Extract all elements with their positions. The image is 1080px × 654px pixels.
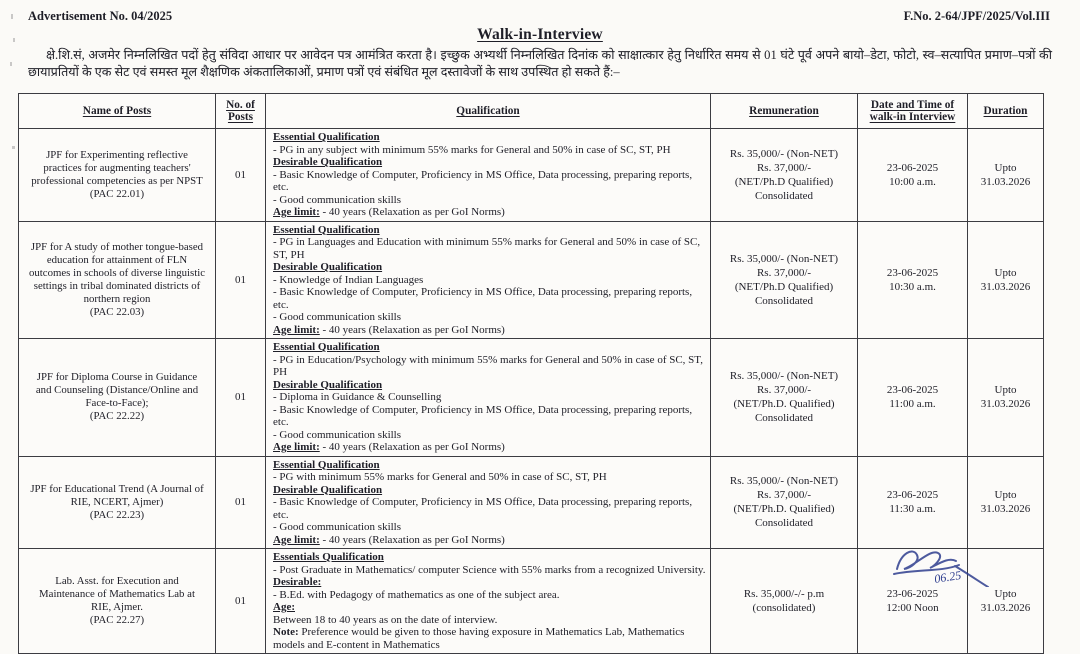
duration-line: 31.03.2026 (980, 602, 1031, 614)
file-number: F.No. 2-64/JPF/2025/Vol.III (903, 9, 1050, 23)
qualification-heading: Essential Qualification (273, 131, 380, 143)
qualification-line (273, 626, 706, 651)
walkin-datetime-line: 23-06-2025 (886, 161, 939, 174)
remuneration-line: Rs. 35,000/- (Non-NET) (729, 252, 839, 265)
qualification-cell (266, 339, 711, 457)
remuneration-line: Consolidated (754, 517, 814, 530)
qualification-lead-rest: - 40 years (Relaxation as per GoI Norms) (319, 323, 505, 336)
posts-count-cell: 01 (216, 129, 266, 222)
table-row (19, 221, 1044, 339)
qualification-line: - Knowledge of Indian Languages (273, 273, 424, 286)
walkin-datetime-line: 23-06-2025 (886, 384, 939, 397)
qualification-line: - Good communication skills (273, 428, 402, 441)
post-name: JPF for Experimenting reflective practices for augmenting teachers' professional competencies as per NPST (31, 148, 203, 187)
qualification-lead-rest: - 40 years (Relaxation as per GoI Norms) (319, 206, 505, 218)
qualification-lead: Age limit: (273, 441, 320, 453)
qualification-heading: Essential Qualification (273, 223, 380, 236)
duration-line: Upto (994, 266, 1017, 279)
qualification-line: - Basic Knowledge of Computer, Proficiency in MS Office, Data processing, preparing reports, etc. (273, 286, 693, 311)
page-title: Walk-in-Interview (477, 26, 603, 43)
remuneration-line: Rs. 37,000/- (756, 266, 812, 279)
remuneration-line: Consolidated (754, 294, 814, 307)
qualification-lead: Age limit: (273, 323, 320, 336)
qualification-cell (266, 129, 711, 222)
table-row (19, 339, 1044, 457)
remuneration-cell (711, 549, 858, 654)
qualification-lead: Age limit: (273, 206, 320, 218)
remuneration-line: (consolidated) (752, 602, 816, 614)
column-header: Duration (968, 94, 1044, 129)
duration-cell (968, 456, 1044, 549)
posts-count-cell: 01 (216, 549, 266, 654)
column-header: Name of Posts (19, 94, 216, 129)
duration-line: Upto (994, 161, 1017, 174)
walkin-datetime-line: 23-06-2025 (886, 588, 939, 600)
qualification-lead: Note: (273, 626, 299, 638)
post-pac-code: (PAC 22.27) (89, 614, 145, 626)
signature-date-text: 06.25 (933, 567, 963, 586)
qualification-cell (266, 549, 711, 654)
qualification-lead-rest: Preference would be given to those having exposure in Mathematics Lab, Mathematics models and E-content in Mathematics (273, 626, 685, 651)
scan-speck (10, 62, 12, 66)
duration-line: 31.03.2026 (980, 175, 1031, 188)
document-header (0, 0, 1080, 24)
remuneration-line: Rs. 35,000/- (Non-NET) (729, 147, 839, 160)
duration-line: 31.03.2026 (980, 280, 1031, 293)
qualification-line: - Basic Knowledge of Computer, Proficiency in MS Office, Data processing, preparing reports, etc. (273, 168, 693, 193)
qualification-line: - Basic Knowledge of Computer, Proficiency in MS Office, Data processing, preparing reports, etc. (273, 496, 693, 521)
remuneration-line: (NET/Ph.D Qualified) (734, 280, 834, 293)
signature-scribble (885, 542, 995, 587)
qualification-heading: Desirable Qualification (273, 378, 383, 391)
duration-cell (968, 339, 1044, 457)
qualification-line: - Post Graduate in Mathematics/ computer Science with 55% marks from a recognized University. (273, 563, 706, 576)
duration-line: 31.03.2026 (980, 398, 1031, 411)
post-pac-code: (PAC 22.01) (89, 187, 145, 200)
qualification-line: - Good communication skills (273, 521, 402, 533)
post-pac-code: (PAC 22.03) (89, 305, 145, 318)
post-pac-code: (PAC 22.23) (89, 508, 145, 521)
scan-speck (13, 38, 15, 42)
column-header: Date and Time of walk-in Interview (858, 94, 968, 129)
remuneration-line: Rs. 37,000/- (756, 161, 812, 174)
table-header-row (19, 94, 1044, 129)
qualification-heading: Desirable Qualification (273, 156, 383, 168)
post-name: JPF for A study of mother tongue-based education for attainment of FLN outcomes in schools of diverse linguistic settings in tribal dominated districts of northern region (28, 240, 206, 305)
posts-count-cell: 01 (216, 221, 266, 339)
qualification-heading: Age: (273, 601, 295, 613)
post-name-cell (19, 129, 216, 222)
advertisement-number: Advertisement No. 04/2025 (28, 9, 173, 23)
remuneration-line: Consolidated (754, 412, 814, 425)
posts-count-cell: 01 (216, 456, 266, 549)
qualification-lead: Age limit: (273, 533, 320, 546)
walkin-datetime-cell (858, 339, 968, 457)
post-pac-code: (PAC 22.22) (89, 410, 145, 423)
walkin-datetime-line: 12:00 Noon (886, 602, 939, 614)
post-name: JPF for Diploma Course in Guidance and Counseling (Distance/Online and Face-to-Face); (35, 371, 199, 410)
remuneration-line: (NET/Ph.D. Qualified) (733, 503, 835, 516)
remuneration-line: Rs. 35,000/- (Non-NET) (729, 370, 839, 383)
qualification-line (273, 324, 706, 337)
duration-line: 31.03.2026 (980, 503, 1031, 516)
remuneration-line: Rs. 37,000/- (756, 384, 812, 397)
remuneration-line: (NET/Ph.D. Qualified) (733, 398, 835, 411)
qualification-line: - Basic Knowledge of Computer, Proficiency in MS Office, Data processing, preparing reports, etc. (273, 403, 693, 428)
walkin-datetime-cell (858, 129, 968, 222)
qualification-line: - PG in Languages and Education with minimum 55% marks for General and 50% in case of SC, ST, PH (273, 236, 701, 261)
remuneration-cell (711, 129, 858, 222)
duration-line: Upto (994, 384, 1017, 397)
qualification-heading: Desirable: (273, 576, 322, 588)
scan-speck (12, 146, 15, 149)
qualification-line (273, 534, 706, 547)
post-name-cell (19, 456, 216, 549)
qualification-line: - PG in any subject with minimum 55% marks for General and 50% in case of SC, ST, PH (273, 143, 671, 156)
remuneration-cell (711, 456, 858, 549)
qualification-line: - B.Ed. with Pedagogy of mathematics as one of the subject area. (273, 588, 560, 601)
duration-line: Upto (994, 588, 1017, 600)
qualification-line: - PG in Education/Psychology with minimum 55% marks for General and 50% in case of SC, ST, PH (273, 353, 703, 378)
intro-paragraph-hindi: क्षे.शि.सं, अजमेर निम्नलिखित पदों हेतु संविदा आधार पर आवेदन पत्र आमंत्रित करता है। इच्छुक अभ्यर्थी निम्नलिखित दिनांक को साक्षात्कार हेतु निर्धारित समय से 01 घंटे पूर्व अपने बायो–डेटा, फोटो, स्व–सत्यापित प्रमाण–पत्रों की छायाप्रतियों के एक सेट एवं समस्त मूल शैक्षणिक अंकतालिकाओं, प्रमाण पत्रों एवं संबंधित मूल दस्तावेजों के साथ उपस्थित हो सकते हैं:– (28, 48, 1052, 79)
walkin-datetime-cell (858, 221, 968, 339)
scan-speck (11, 14, 13, 19)
remuneration-cell (711, 339, 858, 457)
qualification-line (273, 206, 706, 219)
column-header: No. of Posts (216, 94, 266, 129)
remuneration-line: Consolidated (754, 189, 814, 202)
qualification-cell (266, 456, 711, 549)
qualification-line: Between 18 to 40 years as on the date of interview. (273, 613, 498, 626)
walkin-datetime-line: 11:00 a.m. (889, 398, 936, 411)
walkin-datetime-line: 23-06-2025 (886, 489, 939, 502)
qualification-line: - Good communication skills (273, 193, 402, 206)
column-header: Remuneration (711, 94, 858, 129)
walkin-datetime-line: 10:30 a.m. (889, 280, 936, 293)
walkin-datetime-line: 23-06-2025 (886, 266, 939, 279)
posts-count-cell: 01 (216, 339, 266, 457)
qualification-lead-rest: - 40 years (Relaxation as per GoI Norms) (319, 533, 505, 546)
qualification-lead-rest: - 40 years (Relaxation as per GoI Norms) (319, 441, 505, 453)
post-name-cell (19, 549, 216, 654)
qualification-heading: Essential Qualification (273, 458, 380, 471)
qualification-heading: Essentials Qualification (273, 551, 384, 563)
remuneration-line: Rs. 35,000/- (Non-NET) (729, 475, 839, 488)
qualification-cell (266, 221, 711, 339)
walkin-datetime-line: 11:30 a.m. (889, 503, 936, 516)
qualification-heading: Desirable Qualification (273, 483, 383, 496)
qualification-line: - PG with minimum 55% marks for General and 50% in case of SC, ST, PH (273, 471, 607, 483)
qualification-heading: Desirable Qualification (273, 261, 383, 273)
qualification-heading: Essential Qualification (273, 341, 380, 353)
qualification-line (273, 441, 706, 454)
post-name: Lab. Asst. for Execution and Maintenance of Mathematics Lab at RIE, Ajmer. (39, 575, 195, 613)
qualification-line: - Good communication skills (273, 311, 402, 323)
post-name-cell (19, 221, 216, 339)
remuneration-line: (NET/Ph.D Qualified) (734, 175, 834, 188)
duration-line: Upto (994, 489, 1017, 502)
post-name-cell (19, 339, 216, 457)
table-row (19, 129, 1044, 222)
qualification-line: - Diploma in Guidance & Counselling (273, 391, 442, 403)
remuneration-cell (711, 221, 858, 339)
remuneration-line: Rs. 37,000/- (756, 489, 812, 502)
duration-cell (968, 129, 1044, 222)
table-row (19, 456, 1044, 549)
post-name: JPF for Educational Trend (A Journal of RIE, NCERT, Ajmer) (30, 482, 204, 508)
remuneration-line: Rs. 35,000/-/- p.m (743, 588, 825, 600)
column-header: Qualification (266, 94, 711, 129)
duration-cell (968, 221, 1044, 339)
walkin-datetime-cell (858, 456, 968, 549)
walkin-datetime-line: 10:00 a.m. (889, 175, 936, 188)
